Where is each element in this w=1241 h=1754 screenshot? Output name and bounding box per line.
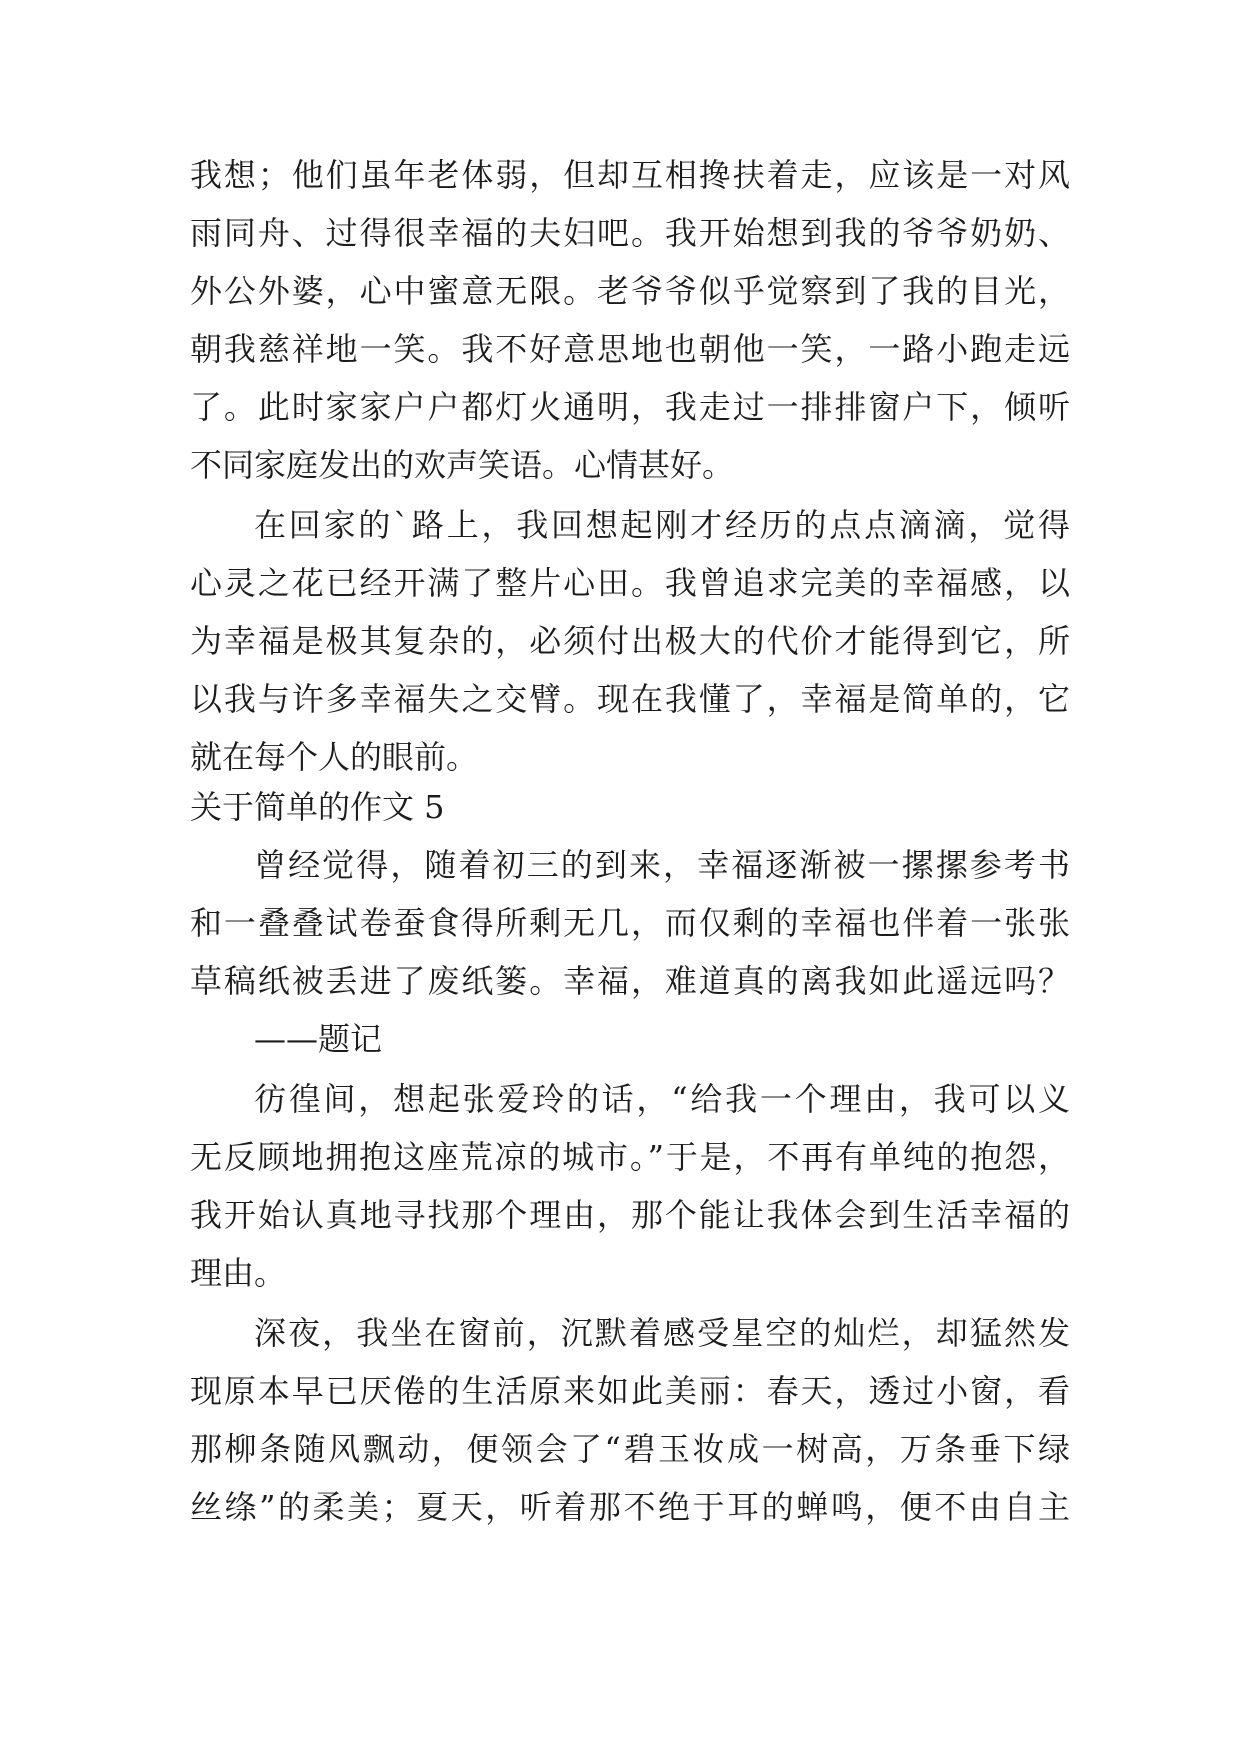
text-line: 外公外婆，心中蜜意无限。老爷爷似乎觉察到了我的目光， <box>190 272 1070 310</box>
text-line: 那柳条随风飘动，便领会了“碧玉妆成一树高，万条垂下绿 <box>190 1430 1070 1468</box>
text-line: 现原本早已厌倦的生活原来如此美丽：春天，透过小窗，看 <box>190 1372 1070 1410</box>
text-line: 无反顾地拥抱这座荒凉的城市。”于是，不再有单纯的抱怨， <box>190 1138 1070 1176</box>
paragraph-first-line: 在回家的`路上，我回想起刚才经历的点点滴滴，觉得 <box>254 506 1070 544</box>
paragraph-first-line: 曾经觉得，随着初三的到来，幸福逐渐被一摞摞参考书 <box>254 846 1070 884</box>
text-line: 不同家庭发出的欢声笑语。心情甚好。 <box>190 446 735 484</box>
text-line: 我想；他们虽年老体弱，但却互相搀扶着走，应该是一对风 <box>190 156 1070 194</box>
text-line: 草稿纸被丢进了废纸篓。幸福，难道真的离我如此遥远吗？ <box>190 962 1070 1000</box>
text-line: 理由。 <box>190 1254 287 1292</box>
text-line: 雨同舟、过得很幸福的夫妇吧。我开始想到我的爷爷奶奶、 <box>190 214 1070 252</box>
section-heading: 关于简单的作文 5 <box>190 788 445 826</box>
text-line: 为幸福是极其复杂的，必须付出极大的代价才能得到它，所 <box>190 622 1070 660</box>
text-line: 了。此时家家户户都灯火通明，我走过一排排窗户下，倾听 <box>190 388 1070 426</box>
paragraph-first-line: 彷徨间，想起张爱玲的话，“给我一个理由，我可以义 <box>254 1080 1070 1118</box>
text-line: 和一叠叠试卷蚕食得所剩无几，而仅剩的幸福也伴着一张张 <box>190 904 1070 942</box>
paragraph-first-line: 深夜，我坐在窗前，沉默着感受星空的灿烂，却猛然发 <box>254 1314 1070 1352</box>
text-line: 我开始认真地寻找那个理由，那个能让我体会到生活幸福的 <box>190 1196 1070 1234</box>
text-line: 朝我慈祥地一笑。我不好意思地也朝他一笑，一路小跑走远 <box>190 330 1070 368</box>
epigraph-attribution: ——题记 <box>254 1020 383 1058</box>
text-line: 以我与许多幸福失之交臂。现在我懂了，幸福是简单的，它 <box>190 680 1070 718</box>
text-line: 丝绦”的柔美；夏天，听着那不绝于耳的蝉鸣，便不由自主 <box>190 1488 1070 1526</box>
text-line: 心灵之花已经开满了整片心田。我曾追求完美的幸福感，以 <box>190 564 1070 602</box>
text-line: 就在每个人的眼前。 <box>190 738 479 776</box>
